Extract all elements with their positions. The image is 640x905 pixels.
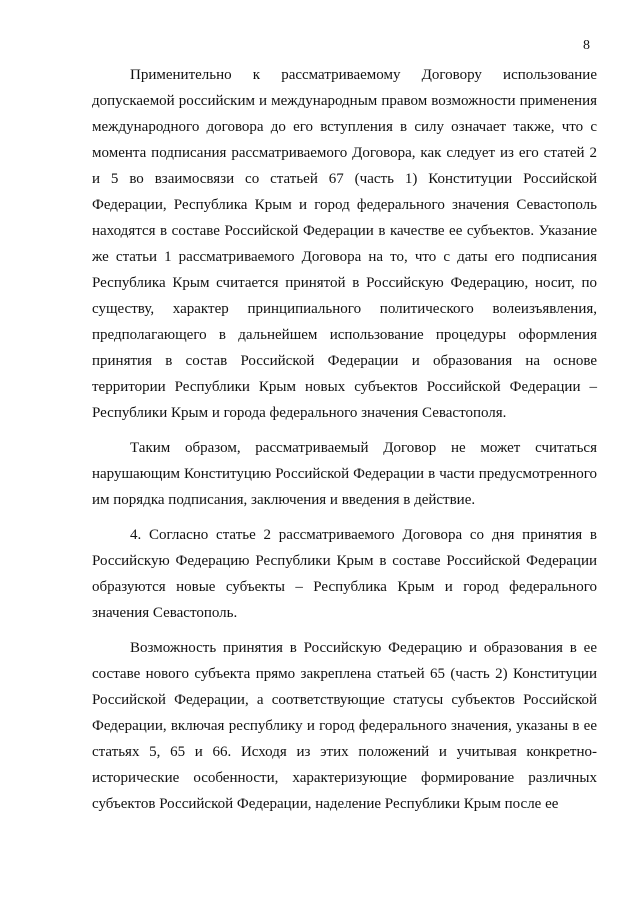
paragraph: 4. Согласно статье 2 рассматриваемого Договора со дня принятия в Российскую Федерацию Республики Крым в составе Российской Федерации образуются новые субъекты – Республика Крым и город федерального значения Севастополь. (92, 527, 597, 621)
page-number: 8 (583, 38, 590, 53)
body-text (92, 62, 597, 817)
paragraph: Возможность принятия в Российскую Федерацию и образования в ее составе нового субъекта прямо закреплена статьей 65 (часть 2) Конституции Российской Федерации, а соответствующие статусы субъектов Российской Федерации, включая республику и город федерального значения, указаны в ее статьях 5, 65 и 66. Исходя из этих положений и учитывая конкретно-исторические особенности, характеризующие формирование различных субъектов Российской Федерации, наделение Республики Крым после ее (92, 640, 597, 812)
paragraph: Применительно к рассматриваемому Договору использование допускаемой российским и международным правом возможности применения международного договора до его вступления в силу означает также, что с момента подписания рассматриваемого Договора, как следует из его статей 2 и 5 во взаимосвязи со статьей 67 (часть 1) Конституции Российской Федерации, Республика Крым и город федерального значения Севастополь находятся в составе Российской Федерации в качестве ее субъектов. Указание же статьи 1 рассматриваемого Договора на то, что с даты его подписания Республика Крым считается принятой в Российскую Федерацию, носит, по существу, характер принципиального политического волеизъявления, предполагающего в дальнейшем использование процедуры оформления принятия в состав Российской Федерации и образования на основе территории Республики Крым новых субъектов Российской Федерации – Республики Крым и города федерального значения Севастополя. (92, 67, 597, 421)
paragraph: Таким образом, рассматриваемый Договор не может считаться нарушающим Конституцию Российской Федерации в части предусмотренного им порядка подписания, заключения и введения в действие. (92, 440, 597, 508)
